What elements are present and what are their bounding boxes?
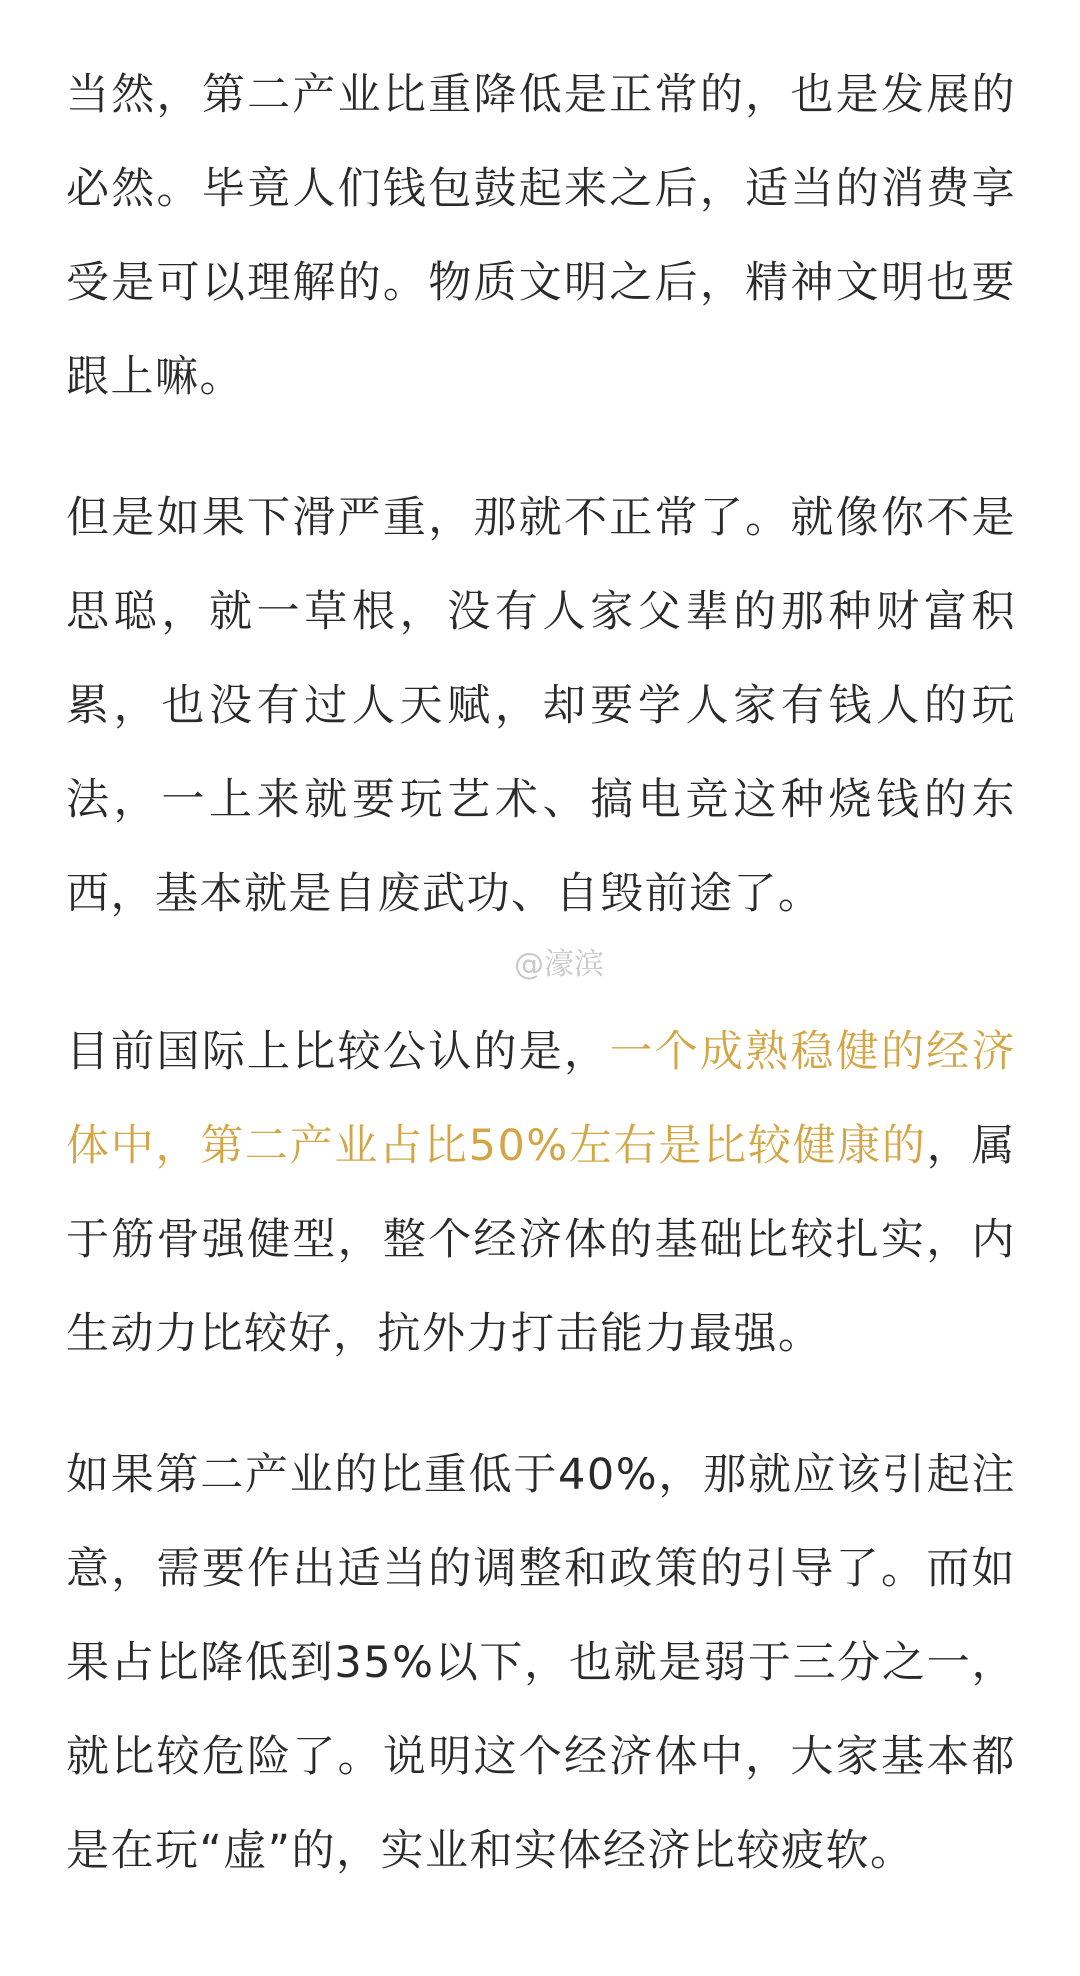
watermark: @濠滨 [514,947,604,982]
paragraph-3 [66,1005,1016,1381]
paragraph-3-tail: ，属于筋骨强健型，整个经济体的基础比较扎实，内生动力比较好，抗外力打击能力最强。 [66,1121,1016,1359]
article-body [66,48,1016,1898]
paragraph-1: 当然，第二产业比重降低是正常的，也是发展的必然。毕竟人们钱包鼓起来之后，适当的消费享受是可以理解的。物质文明之后，精神文明也要跟上嘛。 [66,70,1016,402]
paragraph-3-lead: 目前国际上比较公认的是， [66,1027,610,1077]
paragraph-4: 如果第二产业的比重低于40%，那就应该引起注意，需要作出适当的调整和政策的引导了。而如果占比降低到35%以下，也就是弱于三分之一，就比较危险了。说明这个经济体中，大家基本都是在玩“虚”的，实业和实体经济比较疲软。 [66,1450,1016,1876]
highlighted-text: 一个成熟稳健的经济体中，第二产业占比50%左右是比较健康的 [66,1027,1017,1171]
paragraph-2: 但是如果下滑严重，那就不正常了。就像你不是思聪，就一草根，没有人家父辈的那种财富积累，也没有过人天赋，却要学人家有钱人的玩法，一上来就要玩艺术、搞电竞这种烧钱的东西，基本就是自废武功、自毁前途了。 [66,493,1016,919]
